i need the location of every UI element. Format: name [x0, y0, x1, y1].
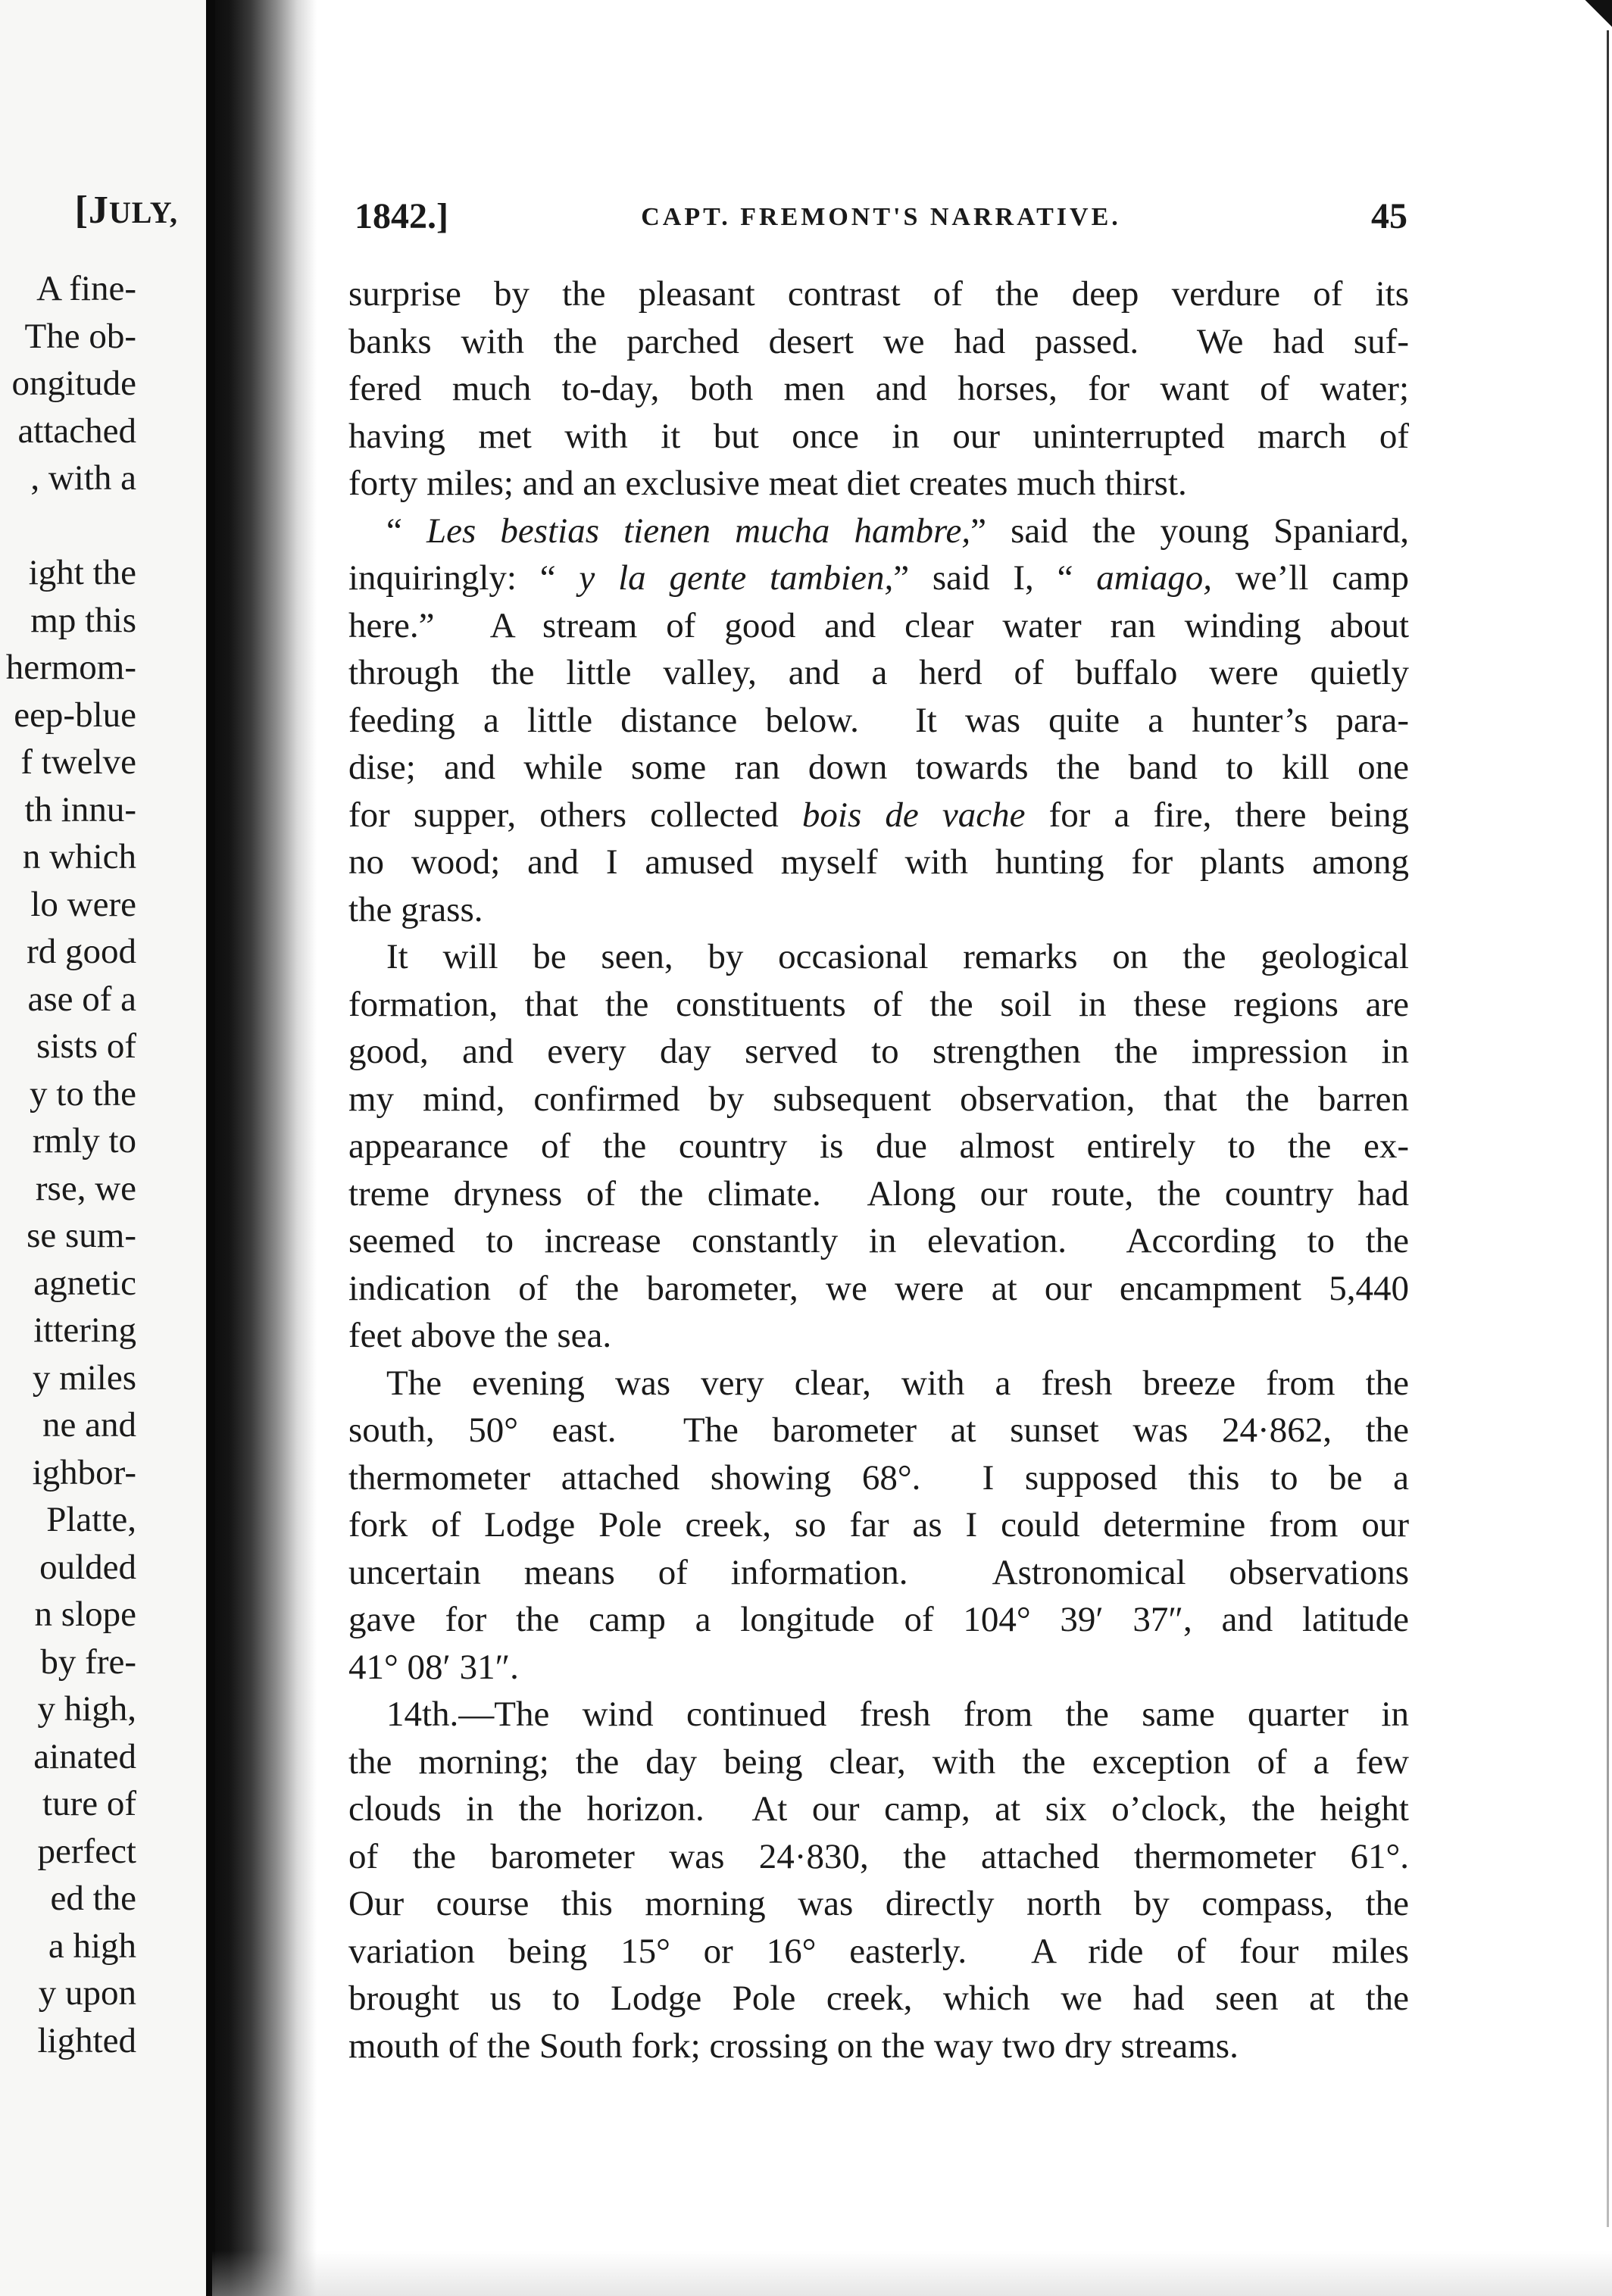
text-segment: “ [386, 511, 426, 551]
text-segment: appearance of the country is due almost entirely to the ex- [348, 1126, 1409, 1166]
previous-page-line: ongitude [11, 364, 136, 403]
italic-phrase: bois de vache [801, 795, 1026, 835]
text-line [348, 1975, 1409, 2023]
text-segment: we’ll camp [1212, 558, 1409, 598]
text-line [348, 1217, 1409, 1265]
text-segment: banks with the parched desert we had passed. We had suf- [348, 321, 1409, 361]
previous-page-line: y to the [30, 1073, 136, 1114]
text-line [348, 1738, 1409, 1786]
previous-page-line: th innu- [24, 789, 136, 829]
text-segment: having met with it but once in our uninterrupted march of [348, 416, 1409, 456]
text-segment: uncertain means of information. Astronomical observations [348, 1552, 1409, 1592]
text-line [348, 1501, 1409, 1549]
text-segment: 14th.—The wind continued fresh from the same quarter in [386, 1695, 1409, 1734]
previous-page-line: perfect [37, 1831, 136, 1871]
running-head-title: CAPT. FREMONT'S NARRATIVE. [641, 203, 1121, 231]
previous-page-line: a high [48, 1926, 136, 1966]
text-segment: here.” A stream of good and clear water ran winding about [348, 605, 1409, 645]
text-line [348, 1028, 1409, 1076]
text-line [348, 1691, 1409, 1738]
text-segment: It will be seen, by occasional remarks on the geological [386, 937, 1409, 976]
previous-page-line: sists of [36, 1026, 136, 1066]
text-segment: fork of Lodge Pole creek, so far as I could determine from our [348, 1505, 1409, 1545]
italic-phrase: y la gente tambien, [579, 558, 894, 598]
text-segment: Our course this morning was directly north by compass, the [348, 1884, 1409, 1923]
text-segment: for supper, others collected [348, 795, 802, 835]
text-line [348, 1454, 1409, 1502]
text-segment: feeding a little distance below. It was quite a hunter’s para- [348, 700, 1409, 740]
text-segment: gave for the camp a longitude of 104° 39′ 37″, and latitude [348, 1600, 1409, 1639]
text-segment: thermometer attached showing 68°. I supposed this to be a [348, 1457, 1409, 1498]
text-line [348, 365, 1409, 413]
text-line [348, 508, 1409, 555]
text-line [348, 839, 1409, 886]
text-line [348, 1644, 1409, 1692]
text-line [348, 1928, 1409, 1976]
text-segment: no wood; and I amused myself with hunting for plants among [348, 842, 1409, 882]
text-line [348, 1880, 1409, 1928]
previous-page-running-head [75, 188, 178, 233]
italic-phrase: Les bestias tienen mucha hambre, [426, 511, 971, 551]
previous-page-line: y miles [32, 1357, 136, 1398]
previous-page-header-rest: ULY, [108, 195, 178, 230]
text-segment: forty miles; and an exclusive meat diet creates much thirst. [348, 464, 1187, 503]
previous-page-line: lighted [37, 2020, 136, 2060]
previous-page-header-open: [J [74, 189, 109, 232]
previous-page-line: ne and [42, 1405, 136, 1445]
previous-page-line: ed the [50, 1879, 136, 1918]
text-segment: formation, that the constituents of the soil in these regions are [348, 984, 1409, 1024]
text-segment: the morning; the day being clear, with the exception of a few [348, 1742, 1409, 1782]
text-segment: variation being 15° or 16° easterly. A ride of four miles [348, 1931, 1409, 1971]
previous-page-line: lo were [30, 884, 136, 924]
text-segment: the grass. [348, 889, 483, 929]
text-line [348, 649, 1409, 697]
text-line [348, 933, 1409, 981]
text-line [348, 1170, 1409, 1218]
previous-page-line: hermom- [5, 648, 136, 687]
text-segment: south, 50° east. The barometer at sunset was 24·862, the [348, 1410, 1409, 1450]
text-segment: indication of the barometer, we were at our encampment 5,440 [348, 1268, 1409, 1308]
previous-page-line: mp this [30, 600, 136, 640]
previous-page-line: f twelve [20, 742, 136, 782]
text-line [348, 318, 1409, 366]
previous-page-line: ight the [28, 553, 136, 592]
running-head [355, 195, 1407, 248]
text-segment: of the barometer was 24·830, the attached thermometer 61°. [348, 1836, 1409, 1876]
text-line [348, 1076, 1409, 1123]
previous-page-line: attached [17, 411, 136, 451]
text-segment: brought us to Lodge Pole creek, which we had seen at the [348, 1979, 1409, 2018]
previous-page-line [6, 502, 136, 550]
text-line [348, 697, 1409, 745]
text-line [348, 792, 1409, 839]
page-right-edge [1607, 30, 1609, 2227]
previous-page-line: rd good [27, 932, 136, 971]
binding-gutter-shadow [211, 0, 317, 2296]
previous-page-line: ighbor- [32, 1452, 136, 1492]
text-segment: through the little valley, and a herd of buffalo were quietly [348, 653, 1409, 692]
text-line [348, 460, 1409, 508]
text-segment: my mind, confirmed by subsequent observation, that the barren [348, 1079, 1409, 1119]
text-segment: dise; and while some ran down towards the band to kill one [348, 748, 1409, 787]
previous-page-line: y upon [38, 1973, 136, 2013]
previous-page-line: Platte, [46, 1500, 136, 1539]
text-line [348, 413, 1409, 461]
binding-edge [206, 0, 215, 2296]
text-line [348, 1549, 1409, 1597]
text-segment: treme dryness of the climate. Along our route, the country had [348, 1173, 1409, 1214]
text-line [348, 1596, 1409, 1644]
previous-page-line: rmly to [32, 1121, 136, 1160]
previous-page-line: n slope [34, 1595, 136, 1634]
previous-page-line: ture of [42, 1784, 136, 1823]
text-segment: 41° 08′ 31″. [348, 1647, 519, 1687]
previous-page-line: A fine- [36, 269, 136, 308]
text-line [348, 554, 1409, 602]
body-text [348, 270, 1409, 2070]
book-page [333, 0, 1560, 2296]
text-segment: mouth of the South fork; crossing on the way two dry streams. [348, 2026, 1239, 2066]
text-line [348, 1123, 1409, 1170]
previous-page-line: ainated [33, 1736, 136, 1776]
previous-page-line: agnetic [33, 1263, 136, 1303]
text-line [348, 1265, 1409, 1313]
previous-page-line: The ob- [24, 316, 136, 356]
text-line [348, 270, 1409, 318]
text-line [348, 1312, 1409, 1360]
previous-page-line: n which [22, 837, 136, 876]
text-segment: good, and every day served to strengthen the impression in [348, 1032, 1409, 1071]
previous-page-line: by fre- [40, 1642, 136, 1682]
text-line [348, 886, 1409, 934]
previous-page-line: ittering [33, 1310, 136, 1350]
text-line [348, 1407, 1409, 1454]
text-line [348, 2023, 1409, 2070]
running-head-year: 1842.] [355, 196, 448, 236]
text-line [348, 744, 1409, 792]
text-segment: inquiringly: “ [348, 558, 580, 598]
text-line [348, 1785, 1409, 1833]
text-segment: fered much to-day, both men and horses, for want of water; [348, 369, 1409, 408]
italic-phrase: amiago, [1096, 558, 1213, 598]
text-segment: feet above the sea. [348, 1316, 612, 1355]
text-segment: surprise by the pleasant contrast of the deep verdure of its [348, 274, 1409, 314]
previous-page-line: y high, [37, 1689, 136, 1729]
text-line [348, 1360, 1409, 1407]
previous-page-fragment [0, 0, 212, 2296]
previous-page-line: , with a [30, 458, 136, 498]
text-segment: ” said I, “ [893, 558, 1097, 598]
text-segment: for a fire, there being [1025, 795, 1410, 835]
text-line [348, 602, 1409, 650]
text-segment: clouds in the horizon. At our camp, at six o’clock, the height [348, 1789, 1409, 1829]
previous-page-line: oulded [39, 1547, 136, 1587]
text-line [348, 981, 1409, 1029]
previous-page-line: ase of a [27, 979, 136, 1019]
text-segment: seemed to increase constantly in elevation. According to the [348, 1221, 1409, 1260]
text-line [348, 1833, 1409, 1881]
text-segment: ” said the young Spaniard, [970, 511, 1409, 551]
previous-page-line: rse, we [35, 1168, 136, 1208]
previous-page-line: se sum- [27, 1216, 136, 1255]
text-segment: The evening was very clear, with a fresh breeze from the [386, 1363, 1409, 1403]
page-number: 45 [1371, 196, 1407, 236]
previous-page-text-column [6, 265, 136, 2064]
previous-page-line: eep-blue [14, 695, 136, 735]
